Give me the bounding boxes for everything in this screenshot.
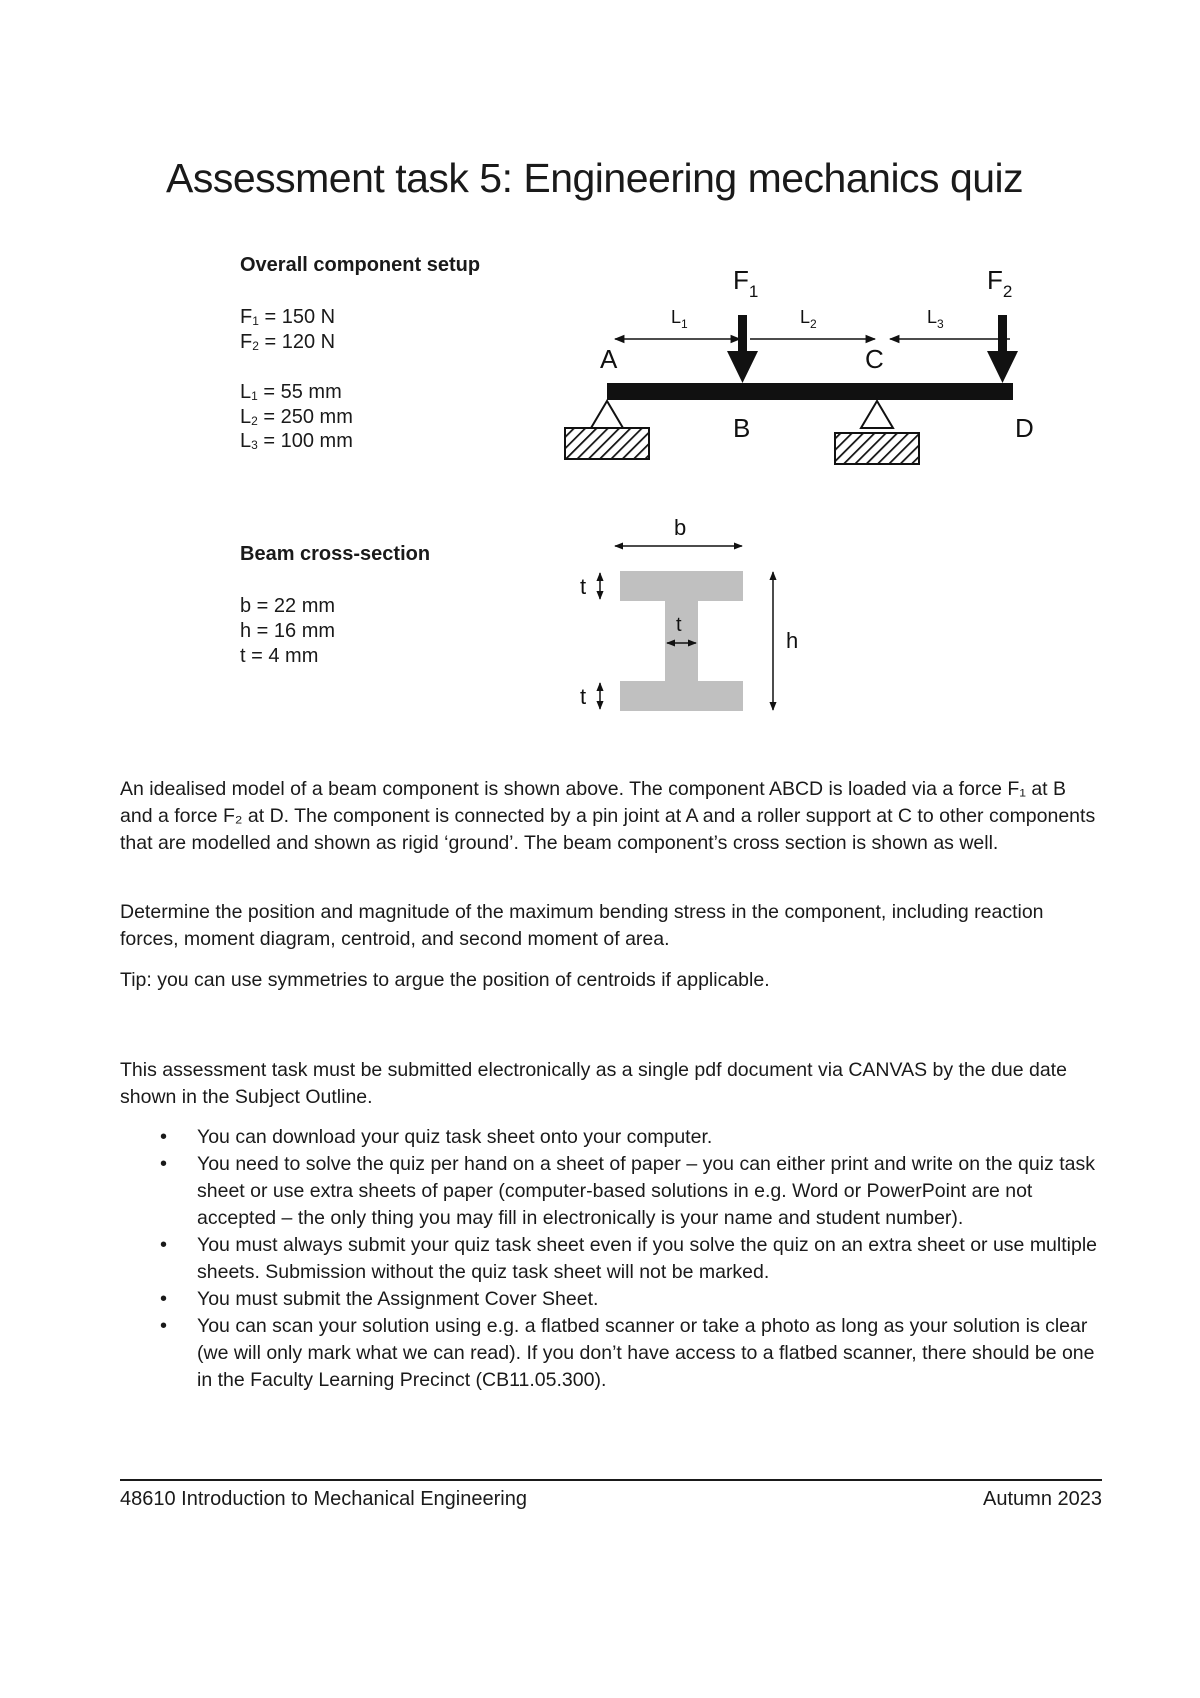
section-param-h: h = 16 mm xyxy=(240,620,336,642)
label-t-bottom-flange: t xyxy=(580,684,587,709)
label-l3: $L_3$ xyxy=(927,307,944,331)
label-point-b: B xyxy=(733,413,751,443)
i-beam-section xyxy=(620,571,743,711)
force-f2-value: $F_2 = 120$ N xyxy=(240,331,336,353)
label-l2: $L_2$ xyxy=(800,307,817,331)
label-b: b xyxy=(674,515,687,540)
cross-section-diagram xyxy=(570,515,810,715)
paragraph-tip: Tip: you can use symmetries to argue the position of centroids if applicable. xyxy=(120,969,770,991)
label-point-d: D xyxy=(1015,413,1034,443)
list-item: • You need to solve the quiz per hand on a sheet of paper – you can either print and write on the quiz task sheet or use extra sheets of paper (computer-based solutions in e.g. Word or PowerPoint are not accepted – the only thing you may fill in electronically is your name and student number). xyxy=(160,1153,1095,1229)
label-point-c: C xyxy=(865,344,884,374)
list-item: • You must always submit your quiz task sheet even if you solve the quiz on an extra sheet or use multiple sheets. Submission without the quiz task sheet will not be marked. xyxy=(160,1234,1098,1283)
label-f1: $F_1$ xyxy=(733,265,759,301)
label-h: h xyxy=(786,628,799,653)
paragraph-task: Determine the position and magnitude of the maximum bending stress in the component, including reaction forces, moment diagram, centroid, and second moment of area. xyxy=(120,901,1044,950)
beam-diagram xyxy=(555,265,1055,485)
label-point-a: A xyxy=(600,344,618,374)
list-item: • You must submit the Assignment Cover Sheet. xyxy=(160,1288,599,1310)
section-param-b: b = 22 mm xyxy=(240,595,336,617)
footer-divider xyxy=(120,1479,1102,1481)
page-title: Assessment task 5: Engineering mechanics quiz xyxy=(166,155,1024,201)
submission-rules-list xyxy=(120,1124,1100,1394)
label-l1: $L_1$ xyxy=(671,307,688,331)
force-arrow-f1 xyxy=(727,315,758,383)
label-t-web: t xyxy=(676,614,682,636)
setup-heading: Overall component setup xyxy=(240,254,481,276)
length-l3-value: $L_3 = 100$ mm xyxy=(240,430,353,452)
section-param-t: t = 4 mm xyxy=(240,645,319,667)
label-f2: $F_2$ xyxy=(987,265,1013,301)
paragraph-problem-description: An idealised model of a beam component is shown above. The component ABCD is loaded via a force F₁ at B and a force F₂ at D. The component is connected by a pin joint at A and a roller support at C to other components that are modelled and shown as rigid ‘ground’. The beam component’s cross section is shown as well. xyxy=(120,778,1096,854)
footer-semester: Autumn 2023 xyxy=(983,1488,1102,1510)
force-f1-value: $F_1 = 150$ N xyxy=(240,306,336,328)
length-l1-value: $L_1 = 55$ mm xyxy=(240,381,342,403)
beam xyxy=(607,383,1013,400)
footer-subject: 48610 Introduction to Mechanical Engineering xyxy=(120,1488,527,1510)
label-t-top-flange: t xyxy=(580,574,587,599)
pin-support-a xyxy=(565,401,649,459)
force-arrow-f2 xyxy=(987,315,1018,383)
section-heading: Beam cross-section xyxy=(240,543,431,565)
list-item: • You can scan your solution using e.g. a flatbed scanner or take a photo as long as your solution is clear (we will only mark what we can read). If you don’t have access to a flatbed scanner, there should be one in the Faculty Learning Precinct (CB11.05.300). xyxy=(160,1315,1095,1391)
paragraph-submission: This assessment task must be submitted electronically as a single pdf document via CANVAS by the due date shown in the Subject Outline. xyxy=(120,1059,1067,1108)
length-l2-value: $L_2 = 250$ mm xyxy=(240,406,353,428)
list-item: • You can download your quiz task sheet onto your computer. xyxy=(160,1126,713,1148)
roller-support-c xyxy=(835,401,919,464)
